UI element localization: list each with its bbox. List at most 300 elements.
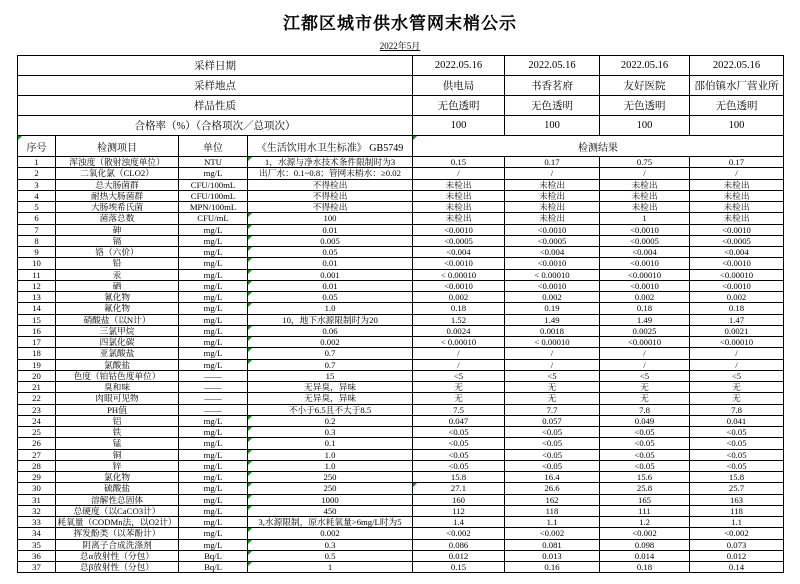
- item-cell: 肉眼可见物: [56, 393, 179, 404]
- info-value-cell: 无色透明: [413, 96, 505, 116]
- report-month: 2022年5月: [379, 41, 421, 51]
- result-cell: 未检出: [600, 202, 690, 213]
- info-value-cell: 100: [413, 116, 505, 136]
- info-value-cell: 100: [505, 116, 600, 136]
- info-value-cell: 供电局: [413, 76, 505, 96]
- table-row: [18, 382, 784, 393]
- item-cell: 锰: [56, 438, 179, 449]
- result-cell: <0.05: [600, 427, 690, 438]
- table-row: [18, 483, 784, 494]
- table-row: [18, 157, 784, 168]
- info-label-cell: 采样地点: [18, 76, 413, 96]
- unit-cell: CFU/100mL: [179, 190, 248, 201]
- table-row: [18, 269, 784, 280]
- unit-cell: mg/L: [179, 325, 248, 336]
- unit-cell: ——: [179, 370, 248, 381]
- result-cell: 1.52: [413, 314, 505, 325]
- result-cell: <0.004: [505, 247, 600, 258]
- result-cell: <0.0005: [505, 235, 600, 246]
- info-value-cell: 100: [690, 116, 784, 136]
- item-cell: 总大肠菌群: [56, 179, 179, 190]
- table-row: [18, 393, 784, 404]
- row-number-cell: 28: [18, 460, 56, 471]
- standard-cell: 3,水源限制，原水耗氧量>6mg/L时为5: [248, 517, 413, 528]
- result-cell: 1.2: [600, 517, 690, 528]
- row-number-cell: 14: [18, 303, 56, 314]
- item-cell: 溶解性总固体: [56, 494, 179, 505]
- unit-cell: mg/L: [179, 292, 248, 303]
- result-cell: 0.15: [413, 157, 505, 168]
- result-cell: 26.6: [505, 483, 600, 494]
- standard-cell: 1.0: [248, 449, 413, 460]
- result-cell: 0.012: [690, 550, 784, 561]
- standard-cell: 无异臭，异味: [248, 382, 413, 393]
- standard-cell: 0.005: [248, 235, 413, 246]
- result-cell: 未检出: [505, 179, 600, 190]
- item-cell: 铁: [56, 427, 179, 438]
- unit-cell: NTU: [179, 157, 248, 168]
- result-cell: 0.081: [505, 539, 600, 550]
- col-header-no: 序号: [18, 136, 56, 157]
- row-number-cell: 37: [18, 562, 56, 573]
- standard-cell: 250: [248, 472, 413, 483]
- result-cell: <5: [690, 370, 784, 381]
- result-cell: <0.05: [505, 449, 600, 460]
- result-cell: 无: [505, 393, 600, 404]
- result-cell: 0.098: [600, 539, 690, 550]
- item-cell: 总硬度（以CaCO3计）: [56, 505, 179, 516]
- row-number-cell: 13: [18, 292, 56, 303]
- unit-cell: mg/L: [179, 528, 248, 539]
- result-cell: <0.0010: [505, 258, 600, 269]
- result-cell: 无: [690, 393, 784, 404]
- result-cell: 0.073: [690, 539, 784, 550]
- row-number-cell: 7: [18, 224, 56, 235]
- info-label-cell: 采样日期: [18, 56, 413, 76]
- info-value-cell: 2022.05.16: [505, 56, 600, 76]
- result-cell: 0.047: [413, 415, 505, 426]
- info-value-cell: 邵伯镇水厂营业所: [690, 76, 784, 96]
- result-cell: <0.05: [413, 460, 505, 471]
- row-number-cell: 31: [18, 494, 56, 505]
- info-row: [18, 76, 784, 96]
- row-number-cell: 1: [18, 157, 56, 168]
- result-cell: 0.002: [600, 292, 690, 303]
- result-cell: 1: [600, 213, 690, 224]
- result-cell: <0.002: [690, 528, 784, 539]
- result-cell: <0.0010: [600, 280, 690, 291]
- result-cell: 25.8: [600, 483, 690, 494]
- standard-cell: 0.5: [248, 550, 413, 561]
- row-number-cell: 11: [18, 269, 56, 280]
- item-cell: 总α放射性（分包）: [56, 550, 179, 561]
- standard-cell: 0.7: [248, 348, 413, 359]
- result-cell: 0.014: [600, 550, 690, 561]
- table-row: [18, 370, 784, 381]
- result-cell: 0.18: [600, 562, 690, 573]
- result-cell: <0.0010: [600, 224, 690, 235]
- standard-cell: 不小于6.5且不大于8.5: [248, 404, 413, 415]
- standard-cell: 0.7: [248, 359, 413, 370]
- info-value-cell: 无色透明: [505, 96, 600, 116]
- result-cell: 无: [413, 382, 505, 393]
- result-cell: <5: [413, 370, 505, 381]
- result-cell: 0.19: [505, 303, 600, 314]
- unit-cell: mg/L: [179, 258, 248, 269]
- unit-cell: mg/L: [179, 348, 248, 359]
- table-row: [18, 517, 784, 528]
- unit-cell: mg/L: [179, 483, 248, 494]
- result-cell: 15.8: [413, 472, 505, 483]
- item-cell: 硒: [56, 280, 179, 291]
- unit-cell: ——: [179, 393, 248, 404]
- info-value-cell: 2022.05.16: [690, 56, 784, 76]
- result-cell: <0.05: [413, 427, 505, 438]
- unit-cell: Bq/L: [179, 550, 248, 561]
- result-cell: 0.14: [690, 562, 784, 573]
- standard-cell: 不得检出: [248, 190, 413, 201]
- table-row: [18, 213, 784, 224]
- result-cell: 112: [413, 505, 505, 516]
- standard-cell: 250: [248, 483, 413, 494]
- row-number-cell: 33: [18, 517, 56, 528]
- row-number-cell: 4: [18, 190, 56, 201]
- item-cell: 镉: [56, 235, 179, 246]
- result-cell: <0.05: [505, 460, 600, 471]
- result-cell: <0.05: [600, 449, 690, 460]
- table-row: [18, 359, 784, 370]
- result-cell: <0.002: [413, 528, 505, 539]
- result-cell: 1.1: [505, 517, 600, 528]
- result-cell: 1.47: [690, 314, 784, 325]
- result-cell: <0.05: [505, 427, 600, 438]
- row-number-cell: 27: [18, 449, 56, 460]
- result-cell: 0.013: [505, 550, 600, 561]
- result-cell: <0.05: [505, 438, 600, 449]
- result-cell: 无: [600, 382, 690, 393]
- row-number-cell: 23: [18, 404, 56, 415]
- result-cell: /: [690, 359, 784, 370]
- table-row: [18, 202, 784, 213]
- result-cell: <0.0005: [690, 235, 784, 246]
- row-number-cell: 19: [18, 359, 56, 370]
- result-cell: 160: [413, 494, 505, 505]
- result-cell: 163: [690, 494, 784, 505]
- item-cell: 铜: [56, 449, 179, 460]
- item-cell: 浑浊度（散射浊度单位）: [56, 157, 179, 168]
- result-cell: <0.00010: [690, 337, 784, 348]
- item-cell: 二氧化氯（CLO2）: [56, 168, 179, 179]
- result-cell: <0.0010: [690, 280, 784, 291]
- table-row: [18, 460, 784, 471]
- row-number-cell: 17: [18, 337, 56, 348]
- result-cell: 27.1: [413, 483, 505, 494]
- result-cell: 7.8: [600, 404, 690, 415]
- result-cell: 0.057: [505, 415, 600, 426]
- result-cell: /: [600, 348, 690, 359]
- result-cell: 无: [690, 382, 784, 393]
- item-cell: 硝酸盐（以N计）: [56, 314, 179, 325]
- table-row: [18, 472, 784, 483]
- result-cell: <0.00010: [600, 337, 690, 348]
- result-cell: 未检出: [690, 202, 784, 213]
- result-cell: <0.05: [413, 438, 505, 449]
- result-cell: 无: [413, 393, 505, 404]
- item-cell: 亚氯酸盐: [56, 348, 179, 359]
- result-cell: 0.002: [413, 292, 505, 303]
- result-cell: 1.4: [413, 517, 505, 528]
- item-cell: 挥发酚类（以苯酚计）: [56, 528, 179, 539]
- result-cell: /: [600, 359, 690, 370]
- row-number-cell: 22: [18, 393, 56, 404]
- result-cell: <0.05: [600, 438, 690, 449]
- unit-cell: mg/L: [179, 168, 248, 179]
- result-cell: 0.15: [413, 562, 505, 573]
- result-cell: /: [505, 348, 600, 359]
- item-cell: 耗氧量（CODMn法，以O2计）: [57, 517, 177, 528]
- standard-cell: 100: [248, 213, 413, 224]
- row-number-cell: 30: [18, 483, 56, 494]
- result-cell: <0.00010: [690, 269, 784, 280]
- item-cell: 氟化物: [56, 303, 179, 314]
- result-cell: 未检出: [413, 202, 505, 213]
- info-label-cell: 样品性质: [18, 96, 413, 116]
- standard-cell: 1.0: [248, 460, 413, 471]
- standard-cell: 0.001: [248, 269, 413, 280]
- result-cell: 0.17: [690, 157, 784, 168]
- standard-cell: 0.3: [248, 539, 413, 550]
- result-cell: <0.004: [690, 247, 784, 258]
- result-cell: < 0.00010: [413, 269, 505, 280]
- item-cell: 铝: [56, 415, 179, 426]
- result-cell: <0.004: [600, 247, 690, 258]
- row-number-cell: 12: [18, 280, 56, 291]
- result-cell: <0.0010: [600, 258, 690, 269]
- table-row: [18, 303, 784, 314]
- result-cell: 0.18: [413, 303, 505, 314]
- result-cell: 7.5: [413, 404, 505, 415]
- result-cell: 0.0024: [413, 325, 505, 336]
- table-row: [18, 505, 784, 516]
- item-cell: 菌落总数: [56, 213, 179, 224]
- result-cell: 未检出: [505, 213, 600, 224]
- table-row: [18, 168, 784, 179]
- result-cell: <0.0010: [505, 224, 600, 235]
- table-row: [18, 528, 784, 539]
- unit-cell: mg/L: [179, 539, 248, 550]
- unit-cell: mg/L: [179, 460, 248, 471]
- result-cell: 无: [505, 382, 600, 393]
- unit-cell: mg/L: [179, 427, 248, 438]
- standard-cell: 1，水源与净水技术条件限制时为3: [248, 157, 413, 168]
- unit-cell: mg/L: [179, 494, 248, 505]
- row-number-cell: 3: [18, 179, 56, 190]
- info-value-cell: 2022.05.16: [600, 56, 690, 76]
- page-title: 江都区城市供水管网末梢公示: [283, 14, 517, 33]
- info-value-cell: 无色透明: [600, 96, 690, 116]
- result-cell: <0.0010: [690, 258, 784, 269]
- unit-cell: mg/L: [179, 247, 248, 258]
- standard-cell: 不得检出: [248, 179, 413, 190]
- result-cell: 0.18: [690, 303, 784, 314]
- item-cell: 耐热大肠菌群: [56, 190, 179, 201]
- row-number-cell: 20: [18, 370, 56, 381]
- result-cell: 无: [600, 393, 690, 404]
- unit-cell: mg/L: [179, 280, 248, 291]
- result-cell: /: [600, 168, 690, 179]
- table-row: [18, 235, 784, 246]
- result-cell: 未检出: [690, 213, 784, 224]
- unit-cell: mg/L: [179, 269, 248, 280]
- result-cell: <0.0010: [505, 280, 600, 291]
- table-row: [18, 337, 784, 348]
- result-cell: 未检出: [690, 179, 784, 190]
- standard-cell: 不得检出: [248, 202, 413, 213]
- result-cell: 未检出: [413, 190, 505, 201]
- table-row: [18, 415, 784, 426]
- result-cell: 未检出: [600, 190, 690, 201]
- row-number-cell: 6: [18, 213, 56, 224]
- unit-cell: mg/L: [179, 359, 248, 370]
- item-cell: 砷: [56, 224, 179, 235]
- table-row: [18, 247, 784, 258]
- result-cell: /: [505, 168, 600, 179]
- unit-cell: mg/L: [179, 517, 248, 528]
- result-cell: < 0.00010: [413, 337, 505, 348]
- info-value-cell: 无色透明: [690, 96, 784, 116]
- unit-cell: mg/L: [179, 314, 248, 325]
- result-cell: <0.05: [690, 438, 784, 449]
- item-cell: 大肠埃希氏菌: [56, 202, 179, 213]
- result-cell: 25.7: [690, 483, 784, 494]
- report-table: [17, 55, 784, 573]
- item-cell: 色度（铂钴色度单位）: [56, 370, 179, 381]
- result-cell: 1.1: [690, 517, 784, 528]
- result-cell: 118: [690, 505, 784, 516]
- unit-cell: mg/L: [179, 449, 248, 460]
- table-row: [18, 494, 784, 505]
- standard-cell: 0.1: [248, 438, 413, 449]
- unit-cell: mg/L: [179, 235, 248, 246]
- table-row: [18, 280, 784, 291]
- result-cell: 0.16: [505, 562, 600, 573]
- result-cell: 15.8: [690, 472, 784, 483]
- row-number-cell: 8: [18, 235, 56, 246]
- result-cell: <0.0010: [690, 224, 784, 235]
- result-cell: /: [505, 359, 600, 370]
- row-number-cell: 26: [18, 438, 56, 449]
- result-cell: <0.00010: [600, 269, 690, 280]
- table-row: [18, 292, 784, 303]
- row-number-cell: 29: [18, 472, 56, 483]
- result-cell: <0.0010: [413, 258, 505, 269]
- standard-cell: 0.002: [248, 337, 413, 348]
- standard-cell: 0.01: [248, 258, 413, 269]
- table-row: [18, 449, 784, 460]
- result-cell: <0.0010: [413, 224, 505, 235]
- info-value-cell: 友好医院: [600, 76, 690, 96]
- col-header-standard: 《生活饮用水卫生标准》 GB5749: [248, 136, 413, 157]
- table-row: [18, 562, 784, 573]
- info-value-cell: 100: [600, 116, 690, 136]
- standard-cell: 1000: [248, 494, 413, 505]
- unit-cell: ——: [179, 404, 248, 415]
- row-number-cell: 25: [18, 427, 56, 438]
- standard-cell: 450: [248, 505, 413, 516]
- item-cell: 汞: [56, 269, 179, 280]
- result-cell: /: [690, 168, 784, 179]
- result-cell: <0.0010: [413, 280, 505, 291]
- standard-cell: 0.06: [248, 325, 413, 336]
- table-row: [18, 224, 784, 235]
- col-header-results: 检测结果: [413, 136, 784, 157]
- row-number-cell: 2: [18, 168, 56, 179]
- unit-cell: Bq/L: [179, 562, 248, 573]
- table-row: [18, 404, 784, 415]
- result-cell: 15.6: [600, 472, 690, 483]
- standard-cell: 0.05: [248, 292, 413, 303]
- standard-cell: 0.01: [248, 280, 413, 291]
- unit-cell: mg/L: [179, 224, 248, 235]
- item-cell: 硫酸盐: [56, 483, 179, 494]
- result-cell: 未检出: [690, 190, 784, 201]
- item-cell: 三氯甲烷: [56, 325, 179, 336]
- item-cell: 氯酸盐: [56, 359, 179, 370]
- result-cell: 7.7: [505, 404, 600, 415]
- result-cell: 1.49: [600, 314, 690, 325]
- result-cell: 118: [505, 505, 600, 516]
- table-row: [18, 438, 784, 449]
- item-cell: 铬（六价）: [56, 247, 179, 258]
- result-cell: 未检出: [505, 202, 600, 213]
- result-cell: 0.002: [690, 292, 784, 303]
- result-cell: < 0.00010: [505, 269, 600, 280]
- item-cell: 阴离子合成洗涤剂: [56, 539, 179, 550]
- column-header-row: [18, 136, 784, 157]
- row-number-cell: 21: [18, 382, 56, 393]
- unit-cell: ——: [179, 382, 248, 393]
- standard-cell: 0.05: [248, 247, 413, 258]
- result-cell: <0.0005: [413, 235, 505, 246]
- result-cell: 0.041: [690, 415, 784, 426]
- result-cell: 165: [600, 494, 690, 505]
- report-table-body: [18, 56, 784, 573]
- item-cell: 臭和味: [56, 382, 179, 393]
- info-value-cell: 2022.05.16: [413, 56, 505, 76]
- result-cell: <0.05: [413, 449, 505, 460]
- row-number-cell: 9: [18, 247, 56, 258]
- result-cell: /: [413, 348, 505, 359]
- result-cell: 162: [505, 494, 600, 505]
- standard-cell: 0.002: [248, 528, 413, 539]
- result-cell: <0.05: [600, 460, 690, 471]
- result-cell: <0.002: [505, 528, 600, 539]
- info-row: [18, 56, 784, 76]
- info-row: [18, 116, 784, 136]
- unit-cell: mg/L: [179, 438, 248, 449]
- standard-cell: 1: [248, 562, 413, 573]
- table-row: [18, 348, 784, 359]
- result-cell: 0.18: [600, 303, 690, 314]
- result-cell: 0.049: [600, 415, 690, 426]
- result-cell: 0.75: [600, 157, 690, 168]
- unit-cell: MPN/100mL: [179, 202, 248, 213]
- row-number-cell: 36: [18, 550, 56, 561]
- result-cell: <0.05: [690, 449, 784, 460]
- result-cell: <0.05: [690, 427, 784, 438]
- result-cell: 0.0025: [600, 325, 690, 336]
- unit-cell: mg/L: [179, 303, 248, 314]
